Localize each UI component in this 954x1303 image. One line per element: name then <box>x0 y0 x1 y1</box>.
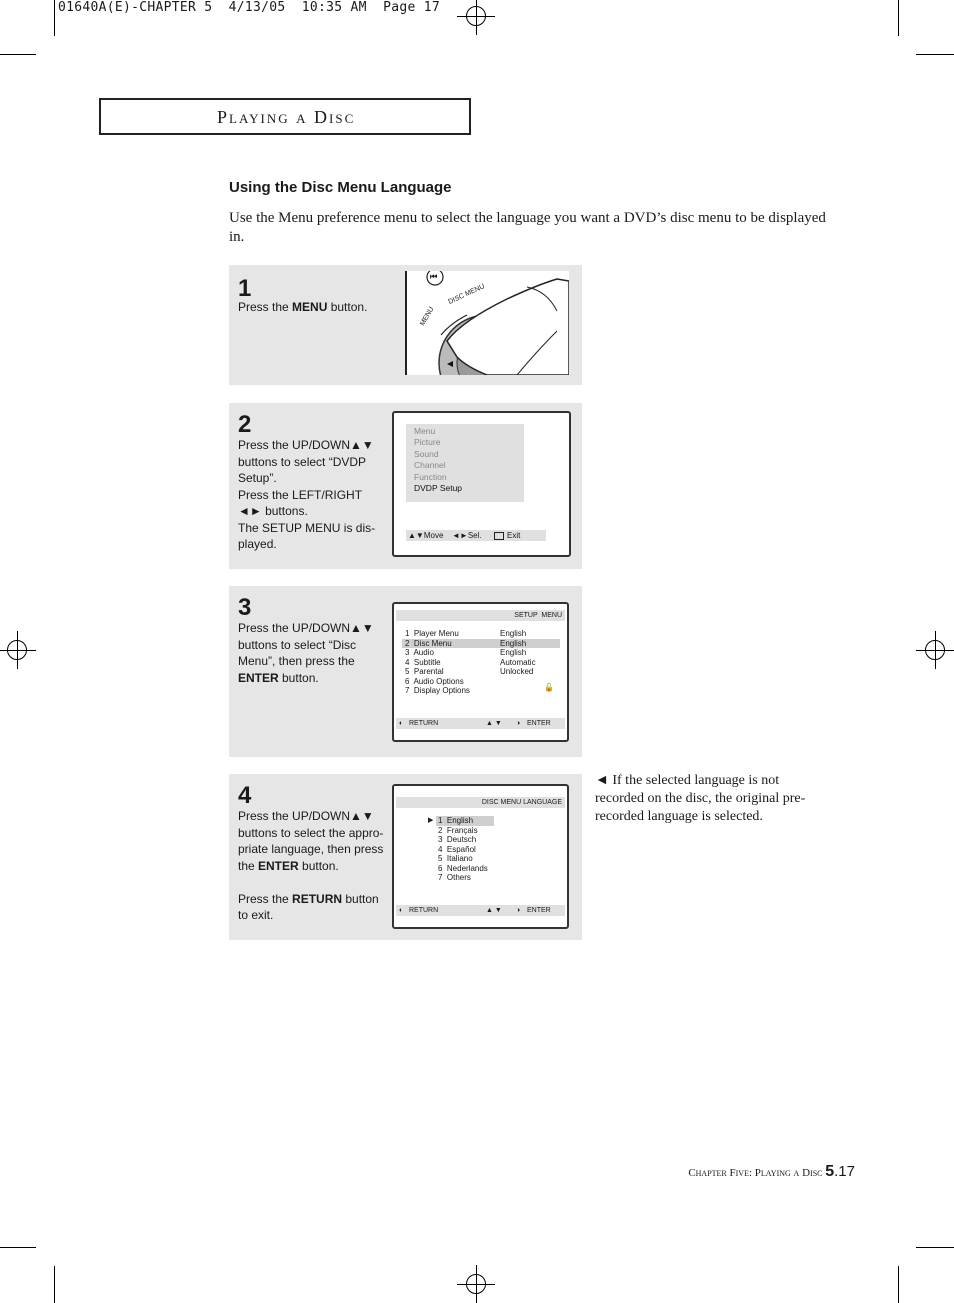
main-menu-item[interactable]: Menu <box>414 426 436 436</box>
enter-hint: ENTER <box>527 720 551 727</box>
language-option[interactable]: 7 Others <box>438 873 471 882</box>
remote-control-illustration <box>405 271 569 375</box>
setup-row-label: 6 Audio Options <box>405 676 464 686</box>
main-menu-item[interactable]: Sound <box>414 448 439 459</box>
crop-mark <box>898 0 899 36</box>
up-down-hint: ▲ ▼ <box>486 907 502 914</box>
main-menu-item[interactable]: Picture <box>414 437 441 448</box>
setup-row-value: English <box>500 629 527 638</box>
disc-menu-language-title: DISC MENU LANGUAGE <box>481 799 562 806</box>
step-number: 2 <box>238 411 252 438</box>
step-instructions: Press the UP/DOWN▲▼ buttons to select “DVDP Setup”. Press the LEFT/RIGHT ◄► buttons. The SETUP MENU is dis- played. <box>238 438 376 551</box>
disc-menu-footer-bar <box>396 905 565 916</box>
setup-menu-title-bar <box>396 610 565 621</box>
return-hint: RETURN <box>409 907 439 914</box>
crop-mark <box>54 1266 55 1303</box>
setup-menu-title: SETUP MENU <box>514 612 562 619</box>
registration-mark <box>457 1265 495 1303</box>
step-number: 3 <box>238 594 252 621</box>
crop-mark <box>916 1247 954 1248</box>
move-hint: ▲▼Move <box>408 531 444 540</box>
lock-icon: 🔓 <box>544 683 554 692</box>
registration-mark <box>457 0 495 35</box>
crop-mark <box>0 54 36 55</box>
return-icon: ◐ <box>399 907 404 914</box>
language-option[interactable]: 6 Nederlands <box>438 863 488 873</box>
setup-menu-row[interactable] <box>402 629 560 639</box>
setup-menu-row[interactable] <box>402 639 560 649</box>
return-hint: RETURN <box>409 720 439 727</box>
language-option[interactable]: 3 Deutsch <box>438 835 477 844</box>
enter-hint: ENTER <box>527 907 551 914</box>
step-instructions: Press the UP/DOWN▲▼ buttons to select “Disc Menu”, then press the ENTER button. <box>238 621 374 685</box>
step-instructions: Press the MENU button. <box>238 300 368 314</box>
note-text: ◄ If the selected language is not recorded on the disc, the original pre-recorded language is selected. <box>595 773 806 824</box>
intro-paragraph: Use the Menu preference menu to select the language you want a DVD’s disc menu to be displayed in. <box>229 210 826 245</box>
crop-mark <box>916 54 954 55</box>
chapter-title: Playing a Disc <box>217 107 356 127</box>
page-number: 5.17 <box>825 1163 855 1180</box>
language-option[interactable]: 4 Español <box>438 844 476 854</box>
crop-mark <box>0 1247 36 1248</box>
setup-row-label: 7 Display Options <box>405 686 470 695</box>
enter-icon: ◑ <box>516 907 521 914</box>
setup-menu-row[interactable] <box>402 658 560 668</box>
step-1-panel <box>229 265 582 385</box>
disc-menu-language-title-bar <box>396 797 565 808</box>
step-number: 1 <box>238 275 252 302</box>
print-slug: 01640A(E)-CHAPTER 5 4/13/05 10:35 AM Page 17 <box>58 0 440 15</box>
disc-menu-button-label: DISC MENU <box>447 283 486 306</box>
setup-menu-row[interactable] <box>402 648 560 658</box>
step-instructions: Press the UP/DOWN▲▼ buttons to select the appro- priate language, then press the ENTER button. Press the RETURN button to exit. <box>238 809 384 922</box>
setup-menu-row[interactable] <box>402 667 560 677</box>
footer-chapter: Chapter Five: Playing a Disc <box>688 1167 823 1179</box>
language-option[interactable]: 1 English <box>436 816 494 826</box>
return-icon: ◐ <box>399 720 404 727</box>
step-4-panel <box>229 774 582 940</box>
setup-row-label: 1 Player Menu <box>405 629 459 638</box>
page-footer <box>688 1163 855 1181</box>
step-2-panel <box>229 403 582 569</box>
enter-icon: ◑ <box>516 720 521 727</box>
chapter-header <box>99 98 471 135</box>
registration-mark <box>0 631 36 669</box>
crop-mark <box>54 0 55 36</box>
setup-row-value: Unlocked <box>500 667 534 676</box>
setup-footer-bar <box>396 718 565 729</box>
tv-screen-disc-menu-language <box>392 784 569 929</box>
setup-row-label: 3 Audio <box>405 648 434 657</box>
language-option[interactable]: 5 Italiano <box>438 854 473 863</box>
tv-screen-setup-menu <box>392 602 569 742</box>
skip-back-icon: ⏮ <box>430 272 438 281</box>
setup-menu-row[interactable] <box>402 677 560 687</box>
section-heading: Using the Disc Menu Language <box>229 179 452 196</box>
registration-mark <box>916 631 954 669</box>
setup-row-label: 4 Subtitle <box>405 657 441 667</box>
main-menu-item[interactable]: DVDP Setup <box>414 483 463 494</box>
menu-button-icon <box>494 532 504 540</box>
setup-row-value: Automatic <box>500 657 536 667</box>
main-menu-item[interactable]: Channel <box>414 460 446 471</box>
setup-row-label: 2 Disc Menu <box>405 638 452 648</box>
crop-mark <box>898 1266 899 1303</box>
setup-row-value: English <box>500 638 527 648</box>
select-hint: ◄►Sel. <box>452 531 482 540</box>
step-number: 4 <box>238 782 252 809</box>
main-menu-item[interactable]: Function <box>414 471 447 482</box>
menu-button-label: MENU <box>419 305 436 328</box>
exit-hint: Exit <box>494 530 520 541</box>
up-down-hint: ▲ ▼ <box>486 720 502 727</box>
tv-screen-main-menu <box>392 411 571 557</box>
main-menu-list <box>406 424 524 502</box>
menu-footer-bar <box>406 530 546 541</box>
selection-arrow-icon: ▶ <box>428 817 434 824</box>
setup-row-label: 5 Parental <box>405 667 444 676</box>
language-option[interactable]: 2 Français <box>438 825 478 835</box>
setup-row-value: English <box>500 648 527 657</box>
step-3-panel <box>229 586 582 757</box>
setup-menu-row[interactable] <box>402 686 560 696</box>
